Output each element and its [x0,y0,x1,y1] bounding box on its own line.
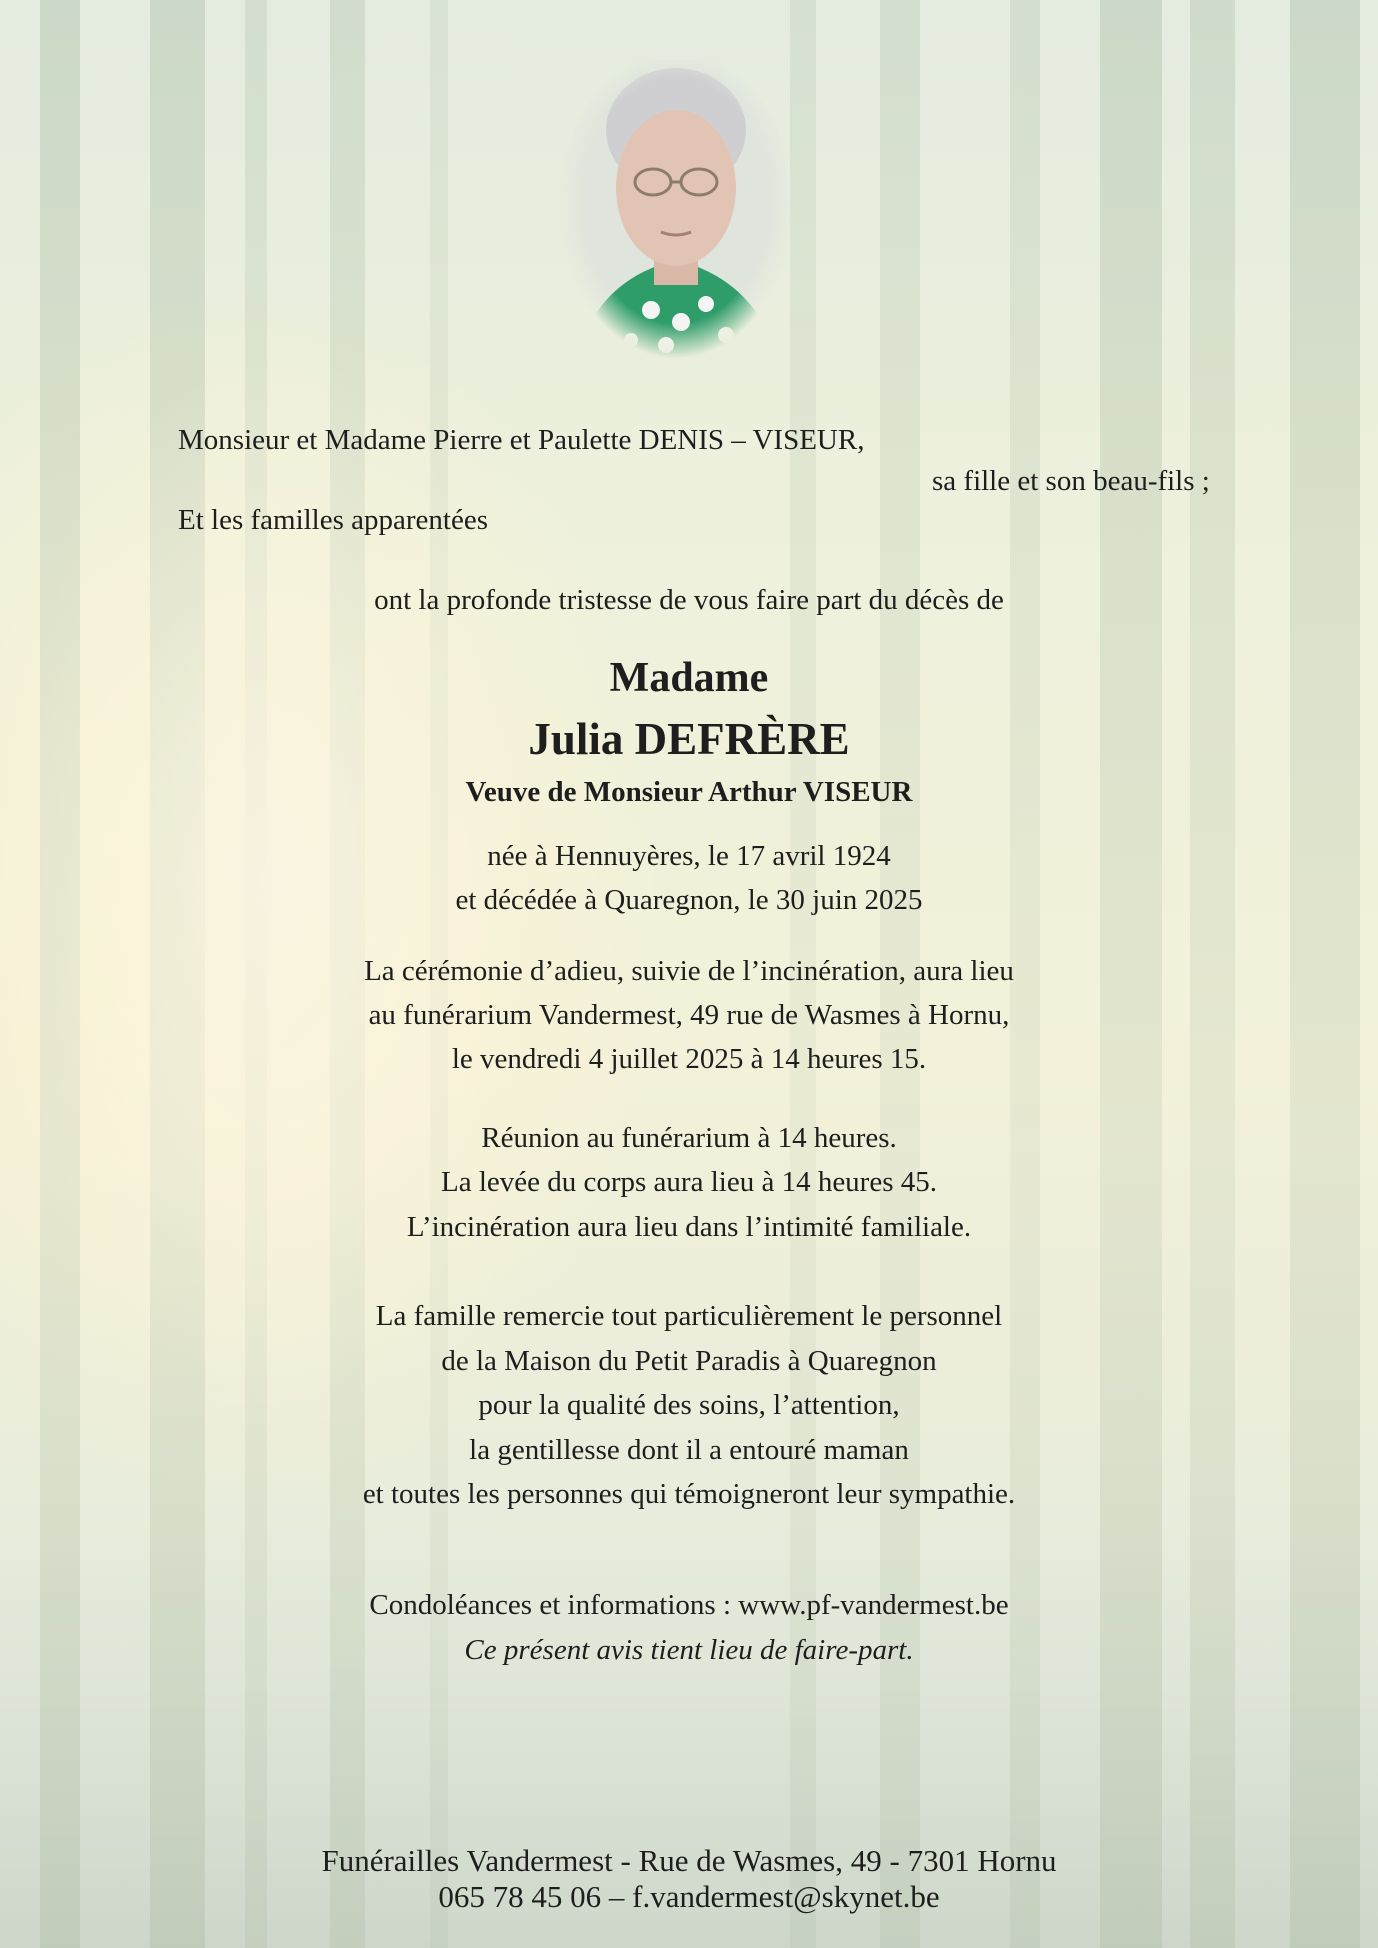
thanks-line: La famille remercie tout particulièrement le personnel [375,1300,1003,1332]
ceremony-line: au funérarium Vandermest, 49 rue de Wasmes à Hornu, [368,999,1010,1031]
announcers-line-1: Monsieur et Madame Pierre et Paulette DENIS – VISEUR, [178,424,865,456]
deceased-name: Julia DEFRÈRE [528,714,850,764]
footer-address: Funérailles Vandermest - Rue de Wasmes, 49 - 7301 Hornu [321,1843,1057,1878]
schedule-line: L’incinération aura lieu dans l’intimité familiale. [406,1211,972,1243]
birth-info: née à Hennuyères, le 17 avril 1924 [487,840,891,872]
thanks-line: la gentillesse dont il a entouré maman [469,1434,909,1466]
notice-text: Ce présent avis tient lieu de faire-part. [464,1634,914,1666]
condolences-link[interactable]: Condoléances et informations : www.pf-vandermest.be [369,1589,1009,1621]
footer-contact[interactable]: 065 78 45 06 – f.vandermest@skynet.be [438,1879,940,1914]
thanks-line: de la Maison du Petit Paradis à Quaregnon [441,1345,937,1377]
thanks-line: pour la qualité des soins, l’attention, [478,1389,900,1421]
ceremony-line: La cérémonie d’adieu, suivie de l’incinération, aura lieu [364,955,1014,987]
deceased-title: Madame [609,655,769,701]
announcers-line-1-suffix: sa fille et son beau-fils ; [932,465,1210,497]
thanks-line: et toutes les personnes qui témoigneront leur sympathie. [362,1478,1016,1510]
schedule-line: La levée du corps aura lieu à 14 heures 45. [440,1166,938,1198]
death-info: et décédée à Quaregnon, le 30 juin 2025 [455,884,923,916]
announcers-line-2: Et les familles apparentées [178,504,489,536]
intro-text: ont la profonde tristesse de vous faire part du décès de [374,584,1004,616]
widow-of: Veuve de Monsieur Arthur VISEUR [465,776,913,808]
portrait [556,60,796,370]
schedule-line: Réunion au funérarium à 14 heures. [481,1122,897,1154]
ceremony-line: le vendredi 4 juillet 2025 à 14 heures 15. [451,1043,927,1075]
